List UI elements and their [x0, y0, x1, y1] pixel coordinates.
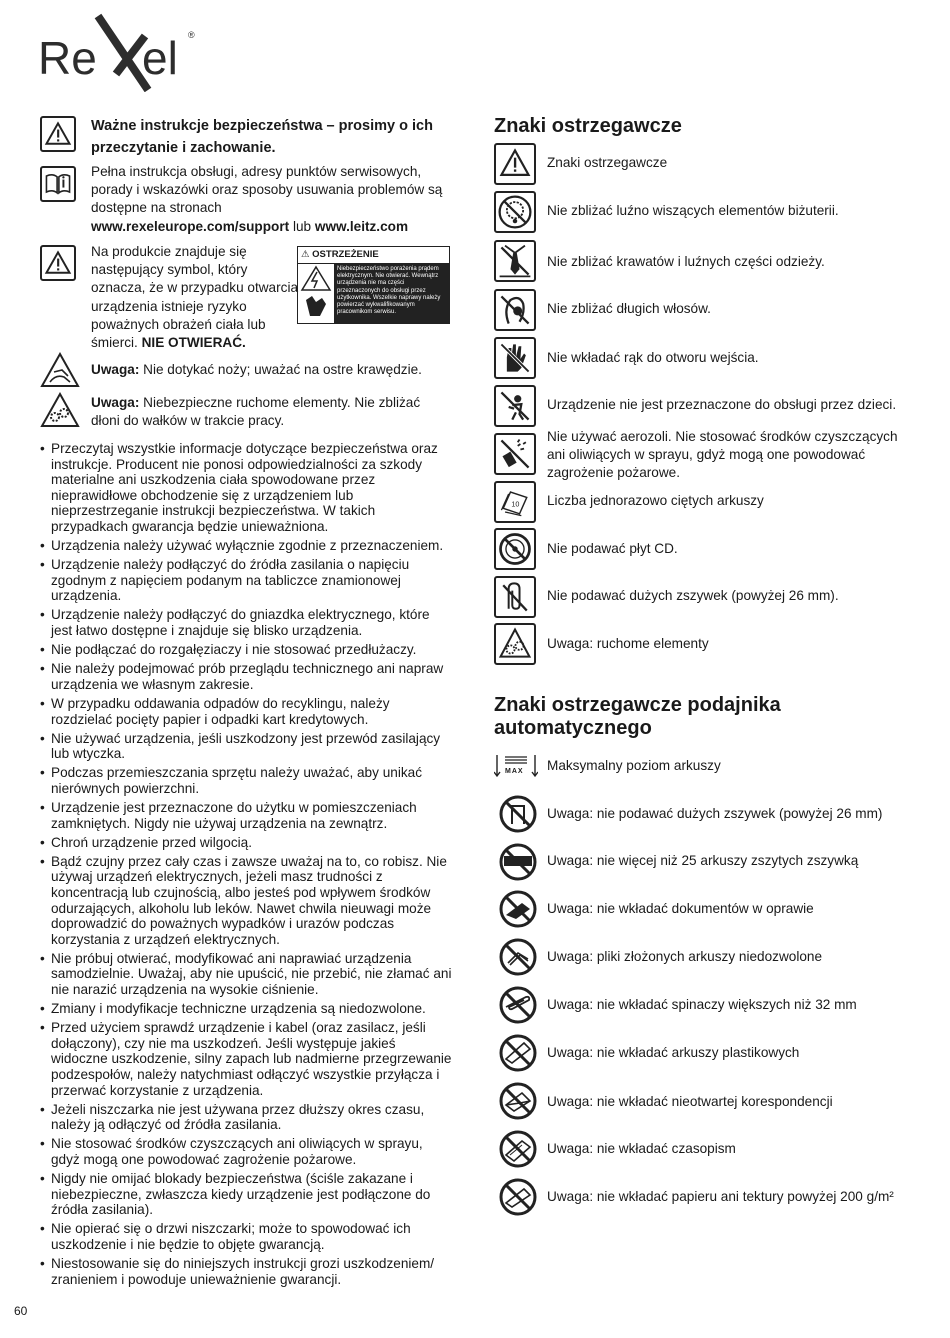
sign-label: Maksymalny poziom arkuszy [547, 758, 721, 773]
moving-parts-warning-icon [40, 392, 80, 428]
leitz-link[interactable]: www.leitz.com [314, 218, 409, 234]
warning-triangle-icon [40, 116, 76, 152]
feeder-signs-title: Znaki ostrzegawcze podajnika automatycznego [494, 694, 781, 739]
no-large-staples-icon [494, 576, 536, 618]
list-item: • Urządzenie należy podłączyć do źródła zasilania o napięciu zgodnym z napięciem podanym na tabliczce znamionowej urządzenia. [38, 557, 453, 604]
list-item: • Przeczytaj wszystkie informacje dotyczące bezpieczeństwa oraz instrukcje. Producent nie ponosi odpowiedzialności za szkody materialne ani uszkodzenia ciała spowodowane przez nieprawidłowe obchodzenie się z urządzeniem lub nieprzestrzeganie instrukcji bezpieczeństwa. W takich przypadkach gwarancja będzie unieważniona. [38, 441, 453, 535]
list-item: • Nie podłączać do rozgałęziaczy i nie stosować przedłużaczy. [38, 642, 453, 658]
list-item: • Nie stosować środków czyszczących ani oliwiących w sprayu, gdyż mogą one powodować zagrożenie pożarowe. [38, 1136, 453, 1167]
support-link[interactable]: www.rexeleurope.com/support [91, 218, 290, 234]
no-jewellery-icon [494, 191, 536, 233]
warning-triangle-icon: ⚠ [301, 249, 310, 260]
sign-label: Liczba jednorazowo ciętych arkuszy [547, 493, 764, 508]
list-item: • Nie opierać się o drzwi niszczarki; może to spowodować ich uszkodzenie i nie będzie to objęte gwarancją. [38, 1221, 453, 1252]
sign-label: Uwaga: pliki złożonych arkuszy niedozwolone [547, 949, 823, 964]
shock-hazard-icon [298, 264, 334, 323]
svg-text:Re: Re [38, 32, 97, 84]
list-item: • Nie należy podejmować prób przeglądu technicznego ani napraw urządzenia we własnym zakresie. [38, 661, 453, 692]
list-item: • Nie używać urządzenia, jeśli uszkodzony jest przewód zasilający lub wtyczka. [38, 731, 453, 762]
sign-label: Nie zbliżać luźno wiszących elementów biżuterii. [547, 203, 839, 218]
list-item: • Bądź czujny przez cały czas i zawsze uważaj na to, co robisz. Nie używaj urządzeń elektrycznych, jeżeli masz trudności z koncentracją lub czujnością, albo jesteś pod wpływem środków odurzających, alkoholu lub leków. Nawet chwila nieuwagi może doprowadzić do poważnych wypadków i urazów podczas korzystania z urządzeń elektrycznych. [38, 854, 453, 948]
no-plastic-sheets-icon [498, 1033, 538, 1073]
no-bound-documents-icon [498, 889, 538, 929]
no-aerosol-icon [494, 433, 536, 475]
sign-label: Nie podawać płyt CD. [547, 541, 678, 556]
sign-label: Nie używać aerozoli. Nie stosować środków czyszczących ani oliwiących w sprayu, gdyż mogą one powodować zagrożenie pożarowe. [547, 429, 898, 480]
list-item: • Urządzenia należy używać wyłącznie zgodnie z przeznaczeniem. [38, 538, 453, 554]
no-heavy-paper-icon [498, 1177, 538, 1217]
sign-label: Uwaga: nie wkładać spinaczy większych niż 32 mm [547, 997, 857, 1012]
list-item: • Chroń urządzenie przed wilgocią. [38, 835, 453, 851]
sign-label: Uwaga: ruchome elementy [547, 636, 709, 651]
manual-info: Pełna instrukcja obsługi, adresy punktów serwisowych, porady i wskazówki oraz sposoby usuwania problemów są dostępne na stronach www.rexeleurope.com/support lub www.leitz.com [91, 164, 443, 234]
page-number: 60 [14, 1304, 28, 1318]
safety-bullet-list [38, 441, 453, 1291]
warning-triangle-icon [494, 143, 536, 185]
list-item: • Przed użyciem sprawdź urządzenie i kabel (oraz zasilacz, jeśli dołączony), czy nie ma uszkodzeń. Jeśli występuje jakieś widoczne uszkodzenie, silny zapach lub nadmierne przegrzewanie podzespołów, należy natychmiast odłączyć wszystkie przyłącza i przerwać korzystanie z urządzenia. [38, 1020, 453, 1098]
no-unopened-mail-icon [498, 1081, 538, 1121]
max-sheet-level-icon [494, 753, 538, 779]
sign-label: Nie wkładać rąk do otworu wejścia. [547, 350, 759, 365]
sign-label: Uwaga: nie wkładać dokumentów w oprawie [547, 901, 814, 916]
no-hands-icon [494, 337, 536, 379]
sign-label: Uwaga: nie więcej niż 25 arkuszy zszytych zszywką [547, 853, 859, 868]
warning-signs-title: Znaki ostrzegawcze [494, 115, 682, 137]
sign-label: Uwaga: nie wkładać nieotwartej korespondencji [547, 1094, 833, 1109]
warning-label: ⚠ OSTRZEŻENIE Niebezpieczeństwo porażenia prądem elektrycznym. Nie otwierać. Wewnątrz urządzenia nie ma części przeznaczonych do obsługi przez użytkownika. Wszelkie naprawy należy powierzać wykwalifikowanym pracownikom serwisu. [297, 246, 450, 324]
blade-warning-icon [40, 352, 80, 388]
svg-text:10: 10 [511, 499, 520, 509]
warning-triangle-icon [40, 245, 76, 281]
moving-parts-icon [494, 623, 536, 665]
sign-label: Znaki ostrzegawcze [547, 155, 668, 170]
list-item: • Podczas przemieszczania sprzętu należy uważać, aby unikać nierównych powierzchni. [38, 765, 453, 796]
no-magazines-icon [498, 1129, 538, 1169]
list-item: • Niestosowanie się do niniejszych instrukcji grozi uszkodzeniem/ zranieniem i powoduje unieważnienie gwarancji. [38, 1256, 453, 1287]
product-symbol-text: Na produkcie znajduje się następujący symbol, który oznacza, że w przypadku otwarcia urządzenia istnieje ryzyko poważnych obrażeń ciała lub śmierci. NIE OTWIERAĆ. [91, 244, 299, 351]
max-label: MAX [505, 768, 524, 775]
sign-label: Nie zbliżać długich włosów. [547, 301, 711, 316]
sign-label: Nie zbliżać krawatów i luźnych części odzieży. [547, 254, 825, 269]
rexel-logo [38, 12, 203, 92]
no-long-hair-icon [494, 289, 536, 331]
no-cd-icon [494, 528, 536, 570]
max-stapled-sheets-icon [498, 842, 538, 882]
list-item: • Nie próbuj otwierać, modyfikować ani naprawiać urządzenia samodzielnie. Uważaj, aby nie upuścić, nie przebić, nie złamać ani nie narazić urządzenia na wysokie ciśnienie. [38, 951, 453, 998]
sign-label: Uwaga: nie wkładać papieru ani tektury powyżej 200 g/m² [547, 1189, 894, 1204]
no-children-icon [494, 385, 536, 427]
caution-blade: Uwaga: Nie dotykać noży; uważać na ostre krawędzie. [91, 362, 422, 377]
sign-label: Uwaga: nie wkładać arkuszy plastikowych [547, 1045, 800, 1060]
safety-title: Ważne instrukcje bezpieczeństwa – prosimy o ich przeczytanie i zachowanie. [91, 118, 433, 156]
list-item: • Urządzenie jest przeznaczone do użytku w pomieszczeniach zamkniętych. Nigdy nie używaj urządzenia na zewnątrz. [38, 800, 453, 831]
list-item: • Jeżeli niszczarka nie jest używana przez dłuższy okres czasu, należy ją odłączyć od źródła zasilania. [38, 1102, 453, 1133]
sign-label: Nie podawać dużych zszywek (powyżej 26 mm). [547, 588, 839, 603]
manual-book-icon [40, 166, 76, 202]
sign-label: Urządzenie nie jest przeznaczone do obsługi przez dzieci. [547, 397, 897, 412]
sign-label: Uwaga: nie podawać dużych zszywek (powyżej 26 mm) [547, 806, 883, 821]
no-large-clips-icon [498, 985, 538, 1025]
list-item: • Nigdy nie omijać blokady bezpieczeństwa (ściśle zakazane i niebezpieczne, zwłaszcza kiedy urządzenie jest podłączone do źródła zasilania). [38, 1171, 453, 1218]
no-large-staples-round-icon [498, 794, 538, 834]
list-item: • Zmiany i modyfikacje techniczne urządzenia są niedozwolone. [38, 1001, 453, 1017]
no-tie-icon [494, 240, 536, 282]
sheet-capacity-icon [494, 481, 536, 523]
no-folded-sheets-icon [498, 937, 538, 977]
caution-moving: Uwaga: Niebezpieczne ruchome elementy. Nie zbliżać dłoni do wałków w trakcie pracy. [91, 395, 421, 429]
list-item: • Urządzenie należy podłączyć do gniazdka elektrycznego, które jest łatwo dostępne i znajduje się blisko urządzenia. [38, 607, 453, 638]
sign-label: Uwaga: nie wkładać czasopism [547, 1141, 736, 1156]
svg-text:el: el [142, 32, 178, 84]
list-item: • W przypadku oddawania odpadów do recyklingu, należy rozdzielać pocięty papier i odpadki kart kredytowych. [38, 696, 453, 727]
svg-text:®: ® [188, 30, 195, 40]
